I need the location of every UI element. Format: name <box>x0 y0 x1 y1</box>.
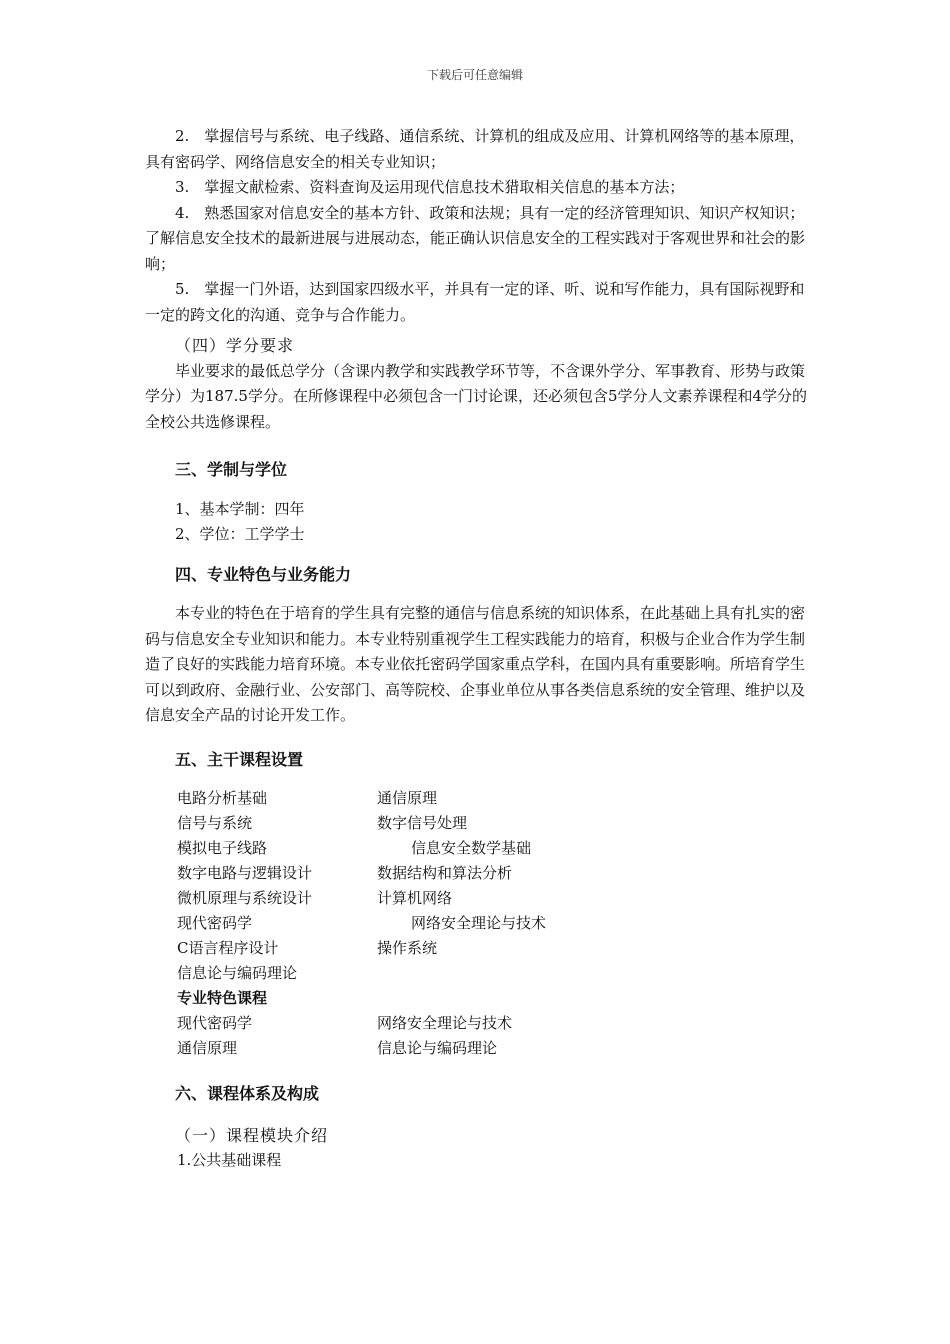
main-course-list <box>145 786 809 1061</box>
document-body <box>145 124 809 1174</box>
course-name: 计算机网络 <box>377 889 453 907</box>
course-name: 通信原理 <box>377 789 438 807</box>
course-name: 操作系统 <box>377 939 438 957</box>
requirement-item-2: 2. 掌握信号与系统、电子线路、通信系统、计算机的组成及应用、计算机网络等的基本原理，具有密码学、网络信息安全的相关专业知识； <box>145 127 805 171</box>
credit-heading: （四）学分要求 <box>175 336 295 355</box>
course-name: 网络安全理论与技术 <box>411 914 547 932</box>
course-name: 电路分析基础 <box>177 789 268 807</box>
page-header: 下载后可任意编辑 <box>426 68 523 82</box>
course-row <box>177 886 809 911</box>
section-4-text: 本专业的特色在于培育的学生具有完整的通信与信息系统的知识体系，在此基础上具有扎实的密码与信息安全专业知识和能力。本专业特别重视学生工程实践能力的培育，积极与企业合作为学生制造了良好的实践能力培育环境。本专业依托密码学国家重点学科，在国内具有重要影响。所培育学生可以到政府、金融行业、公安部门、高等院校、企事业单位从事各类信息系统的安全管理、维护以及信息安全产品的讨论开发工作。 <box>145 604 806 724</box>
course-name: C语言程序设计 <box>177 939 279 957</box>
course-name: 通信原理 <box>177 1039 238 1057</box>
course-row <box>177 811 809 836</box>
section-3-item-1: 1、基本学制：四年 <box>175 499 305 518</box>
course-row <box>177 936 809 961</box>
course-name: 模拟电子线路 <box>177 839 268 857</box>
special-course-heading-row <box>177 986 809 1011</box>
course-name: 信号与系统 <box>177 814 253 832</box>
course-name: 信息论与编码理论 <box>377 1039 498 1057</box>
course-row <box>177 1011 809 1036</box>
course-row <box>177 786 809 811</box>
section-6-item-1: 1.公共基础课程 <box>177 1151 282 1169</box>
course-row <box>177 911 809 936</box>
requirement-item-4: 4. 熟悉国家对信息安全的基本方针、政策和法规；具有一定的经济管理知识、知识产权知识；了解信息安全技术的最新进展与进展动态，能正确认识信息安全的工程实践对于客观世界和社会的影响； <box>145 203 806 273</box>
course-row <box>177 861 809 886</box>
section-5-title: 五、主干课程设置 <box>175 749 304 769</box>
credit-text: 毕业要求的最低总学分（含课内教学和实践教学环节等，不含课外学分、军事教育、形势与政策学分）为187.5学分。在所修课程中必须包含一门讨论课，还必须包含5学分人文素养课程和4学分的全校公共选修课程。 <box>145 361 808 431</box>
course-name: 数据结构和算法分析 <box>377 864 513 882</box>
course-name: 网络安全理论与技术 <box>377 1014 513 1032</box>
section-6-title: 六、课程体系及构成 <box>175 1084 320 1103</box>
course-name: 现代密码学 <box>177 914 253 932</box>
course-row <box>177 1036 809 1061</box>
course-name: 数字电路与逻辑设计 <box>177 864 313 882</box>
requirement-item-5: 5. 掌握一门外语，达到国家四级水平，并具有一定的译、听、说和写作能力，具有国际视野和一定的跨文化的沟通、竞争与合作能力。 <box>145 280 805 324</box>
course-row <box>177 961 809 986</box>
course-name: 微机原理与系统设计 <box>177 889 313 907</box>
course-name: 数字信号处理 <box>377 814 468 832</box>
course-name: 信息安全数学基础 <box>411 839 532 857</box>
special-course-title: 专业特色课程 <box>177 989 268 1007</box>
course-name: 现代密码学 <box>177 1014 253 1032</box>
requirement-item-3: 3. 掌握文献检索、资料查询及运用现代信息技术猎取相关信息的基本方法； <box>175 178 685 196</box>
section-3-title: 三、学制与学位 <box>175 460 288 479</box>
course-row <box>177 836 809 861</box>
section-6-subheading: （一）课程模块介绍 <box>175 1125 329 1145</box>
section-4-title: 四、专业特色与业务能力 <box>175 564 352 584</box>
course-name: 信息论与编码理论 <box>177 964 298 982</box>
section-3-item-2: 2、学位：工学学士 <box>175 525 305 543</box>
